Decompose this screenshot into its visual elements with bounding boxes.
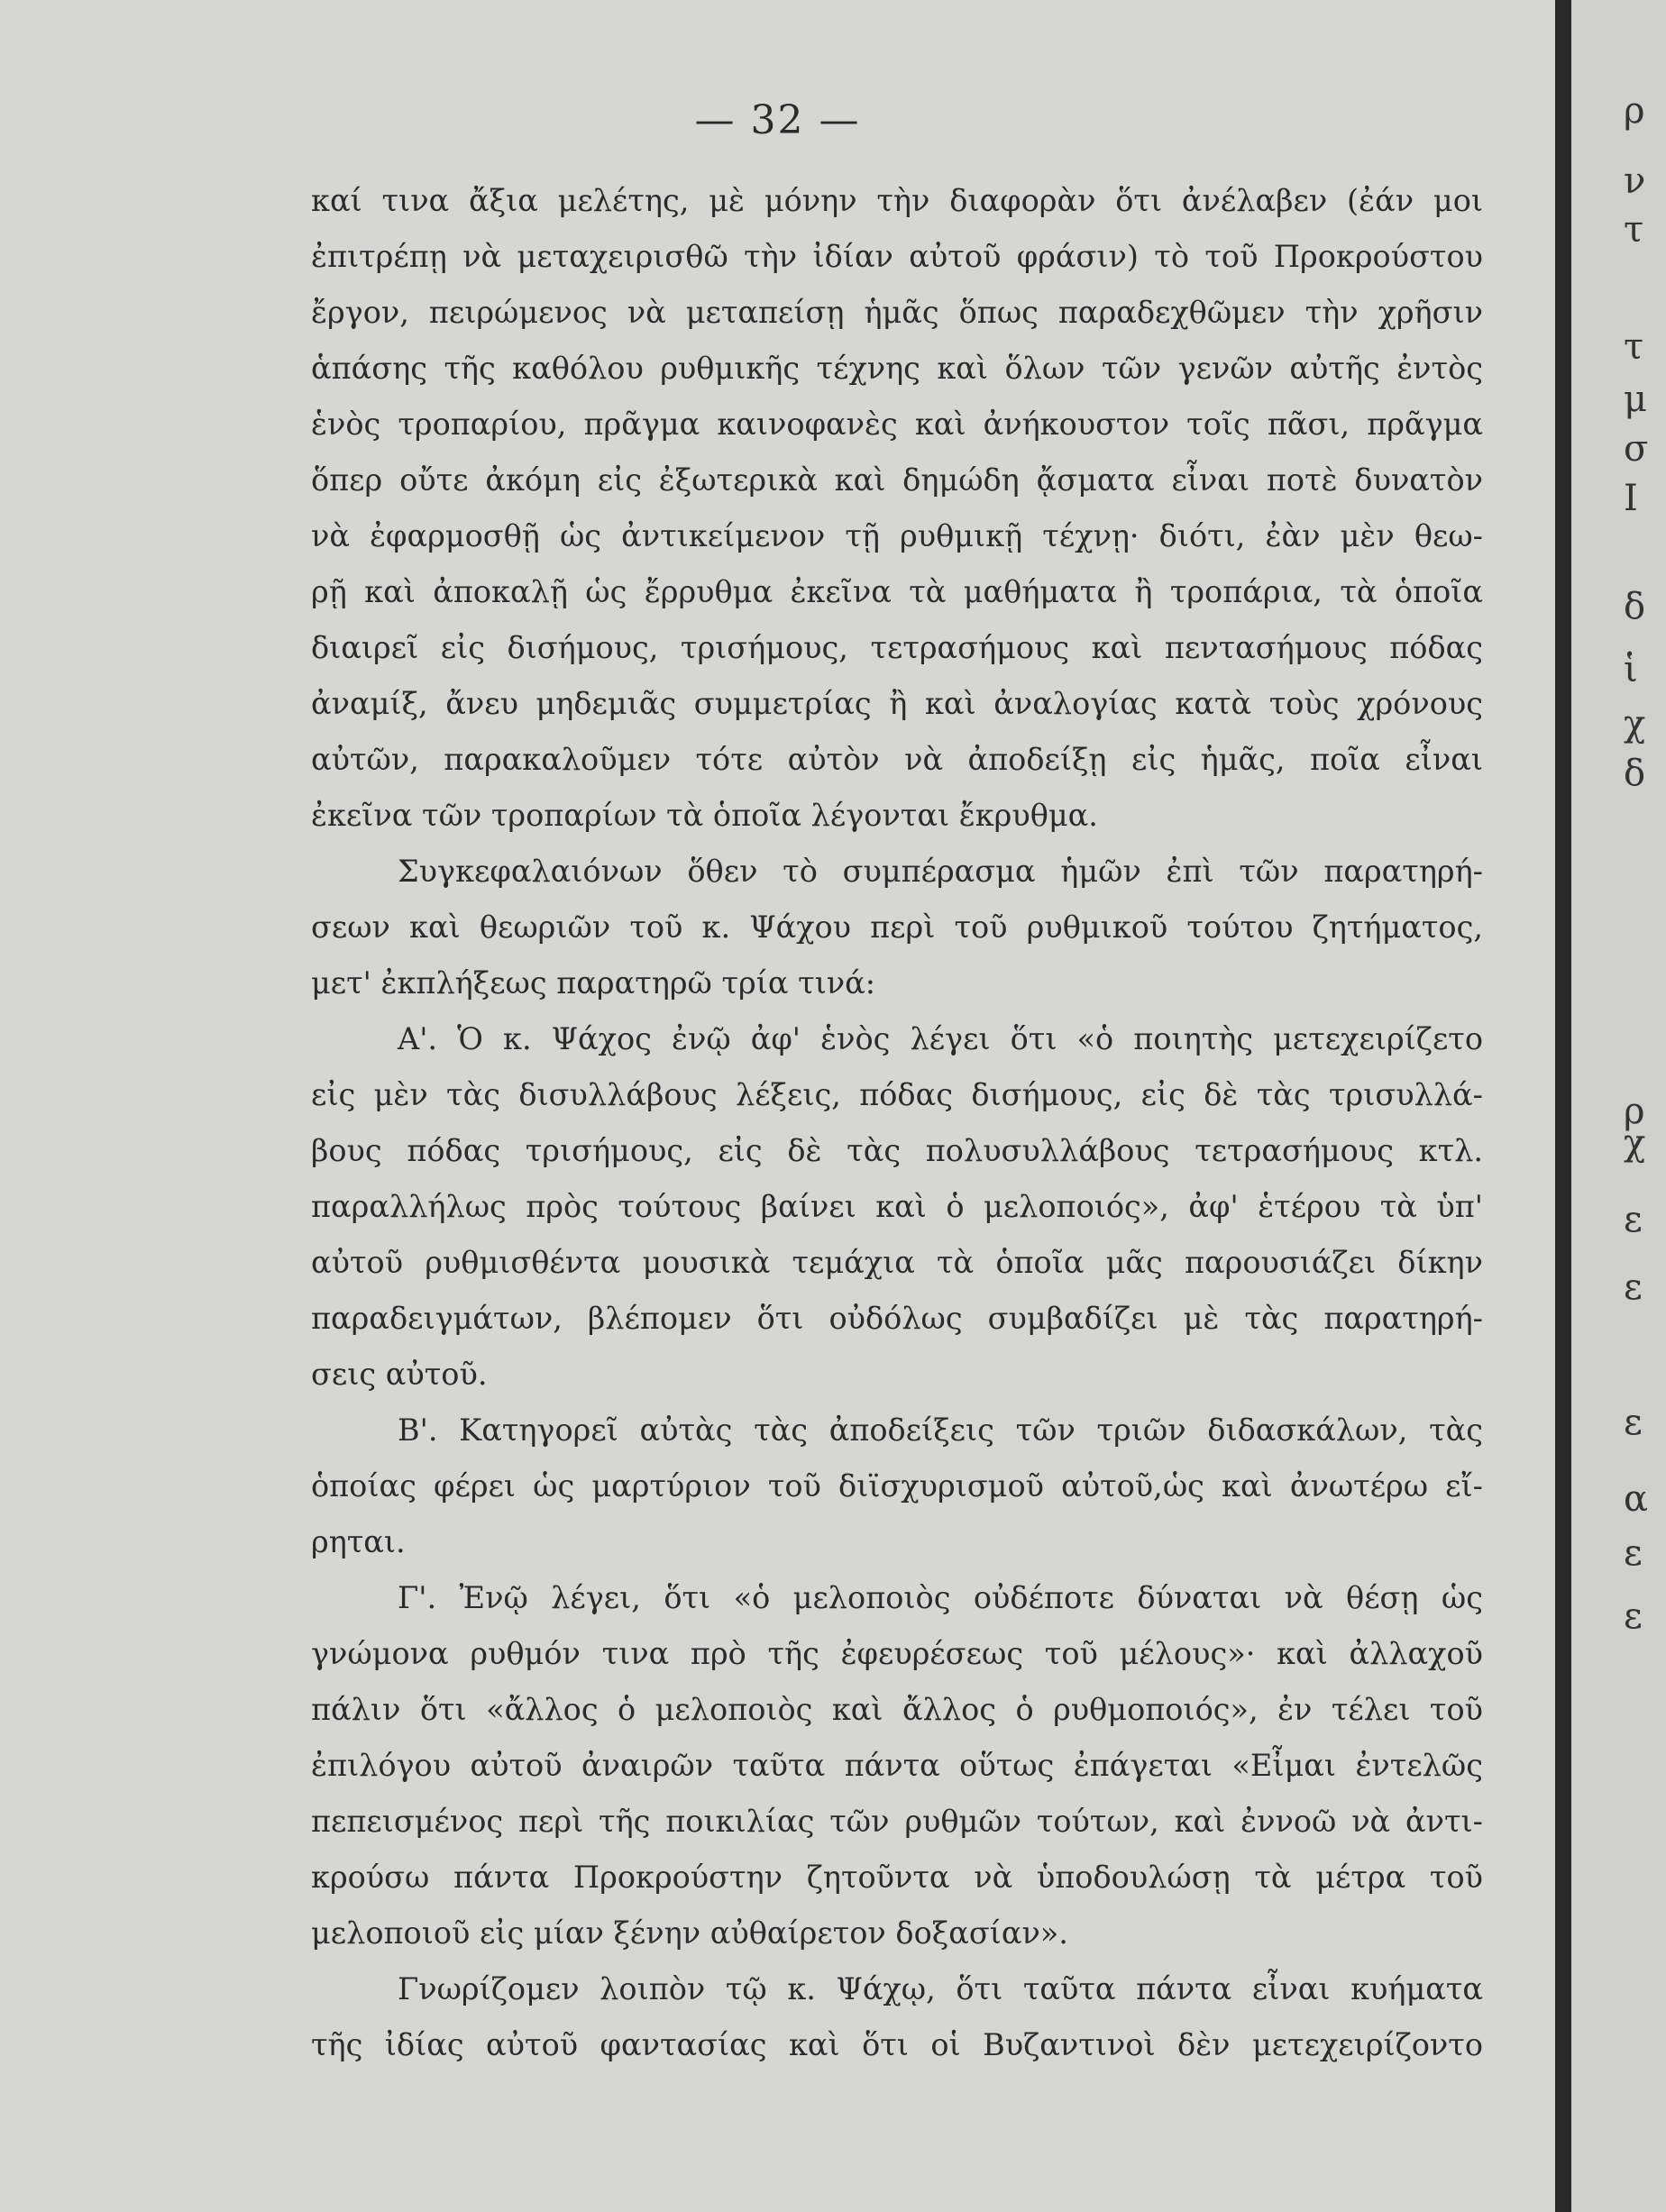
text-line: τῆς ἰδίας αὐτοῦ φαντασίας καὶ ὅτι οἱ Βυζαντινοὶ δὲν μετεχειρίζοντο <box>311 2027 1483 2062</box>
text-line: Γ'. Ἐνῷ λέγει, ὅτι «ὁ μελοποιὸς οὐδέποτε δύναται νὰ θέσῃ ὡς <box>398 1580 1483 1615</box>
adjacent-page-fragment: ἱ <box>1624 649 1638 690</box>
text-line: Γνωρίζομεν λοιπὸν τῷ κ. Ψάχῳ, ὅτι ταῦτα πάντα εἶναι κυήματα <box>398 1971 1483 2006</box>
adjacent-page-fragment: δ <box>1624 586 1646 627</box>
adjacent-page-fragment: ρ <box>1624 90 1645 132</box>
text-line: Β'. Κατηγορεῖ αὐτὰς τὰς ἀποδείξεις τῶν τριῶν διδασκάλων, τὰς <box>398 1412 1483 1448</box>
text-line: σεις αὐτοῦ. <box>311 1357 488 1392</box>
page-number: — 32 — <box>694 97 861 143</box>
text-line: ρηται. <box>311 1524 406 1559</box>
text-line: βους πόδας τρισήμους, εἰς δὲ τὰς πολυσυλλάβους τετρασήμους κτλ. <box>311 1133 1483 1168</box>
adjacent-page-fragment: ε <box>1624 1402 1643 1443</box>
text-line: κρούσω πάντα Προκρούστην ζητοῦντα νὰ ὑποδουλώσῃ τὰ μέτρα τοῦ <box>311 1860 1483 1895</box>
adjacent-page-fragment: χ <box>1624 1122 1646 1164</box>
text-line: Α'. Ὁ κ. Ψάχος ἐνῷ ἀφ' ἑνὸς λέγει ὅτι «ὁ ποιητὴς μετεχειρίζετο <box>398 1021 1483 1056</box>
body-text <box>311 173 1483 2073</box>
adjacent-page-fragment: ν <box>1624 160 1646 202</box>
text-line: ἀναμίξ, ἄνευ μηδεμιᾶς συμμετρίας ἢ καὶ ἀναλογίας κατὰ τοὺς χρόνους <box>311 686 1483 721</box>
text-line: πάλιν ὅτι «ἄλλος ὁ μελοποιὸς καὶ ἄλλος ὁ ρυθμοποιός», ἐν τέλει τοῦ <box>311 1692 1483 1727</box>
book-gutter <box>1555 0 1571 2212</box>
adjacent-page-fragment: σ <box>1624 428 1649 470</box>
text-line: καί τινα ἄξια μελέτης, μὲ μόνην τὴν διαφορὰν ὅτι ἀνέλαβεν (ἐάν μοι <box>311 183 1483 218</box>
text-line: ἁπάσης τῆς καθόλου ρυθμικῆς τέχνης καὶ ὅλων τῶν γενῶν αὐτῆς ἐντὸς <box>311 351 1483 386</box>
text-line: αὐτοῦ ρυθμισθέντα μουσικὰ τεμάχια τὰ ὁποῖα μᾶς παρουσιάζει δίκην <box>311 1245 1483 1280</box>
adjacent-page-fragment: ε <box>1624 1532 1643 1574</box>
text-line: εἰς μὲν τὰς δισυλλάβους λέξεις, πόδας δισήμους, εἰς δὲ τὰς τρισυλλά- <box>311 1077 1483 1112</box>
adjacent-page-fragment: Ι <box>1624 478 1638 519</box>
text-line: ὁποίας φέρει ὡς μαρτύριον τοῦ διϊσχυρισμοῦ αὐτοῦ,ὡς καὶ ἀνωτέρω εἴ- <box>311 1468 1483 1504</box>
text-line: παραδειγμάτων, βλέπομεν ὅτι οὐδόλως συμβαδίζει μὲ τὰς παρατηρή- <box>311 1301 1483 1336</box>
text-line: ἐπιτρέπῃ νὰ μεταχειρισθῶ τὴν ἰδίαν αὐτοῦ φράσιν) τὸ τοῦ Προκρούστου <box>311 239 1483 274</box>
text-line: διαιρεῖ εἰς δισήμους, τρισήμους, τετρασήμους καὶ πεντασήμους πόδας <box>311 630 1483 665</box>
adjacent-page-edge <box>1571 0 1666 2212</box>
adjacent-page-fragment: ε <box>1624 1595 1643 1637</box>
adjacent-page-fragment: τ <box>1624 209 1644 251</box>
text-line: μελοποιοῦ εἰς μίαν ξένην αὐθαίρετον δοξασίαν». <box>311 1915 1068 1951</box>
text-line: Συγκεφαλαιόνων ὅθεν τὸ συμπέρασμα ἡμῶν ἐπὶ τῶν παρατηρή- <box>398 854 1483 889</box>
text-line: σεων καὶ θεωριῶν τοῦ κ. Ψάχου περὶ τοῦ ρυθμικοῦ τούτου ζητήματος, <box>311 909 1483 945</box>
adjacent-page-fragment: ρ <box>1624 1091 1645 1132</box>
text-line: ἐπιλόγου αὐτοῦ ἀναιρῶν ταῦτα πάντα οὕτως ἐπάγεται «Εἶμαι ἐντελῶς <box>311 1748 1483 1783</box>
text-line: παραλλήλως πρὸς τούτους βαίνει καὶ ὁ μελοποιός», ἀφ' ἑτέρου τὰ ὑπ' <box>311 1189 1483 1224</box>
adjacent-page-fragment: χ <box>1624 703 1646 745</box>
text-line: νὰ ἐφαρμοσθῇ ὡς ἀντικείμενον τῇ ρυθμικῇ τέχνῃ· διότι, ἐὰν μὲν θεω- <box>311 518 1483 553</box>
text-line: ἑνὸς τροπαρίου, πρᾶγμα καινοφανὲς καὶ ἀνήκουστον τοῖς πᾶσι, πρᾶγμα <box>311 407 1483 442</box>
text-line: ἐκεῖνα τῶν τροπαρίων τὰ ὁποῖα λέγονται ἔκρυθμα. <box>311 798 1098 833</box>
text-line: ἔργον, πειρώμενος νὰ μεταπείσῃ ἡμᾶς ὅπως παραδεχθῶμεν τὴν χρῆσιν <box>311 295 1483 330</box>
adjacent-page-fragment: δ <box>1624 753 1646 794</box>
text-line: ρῇ καὶ ἀποκαλῇ ὡς ἔρρυθμα ἐκεῖνα τὰ μαθήματα ἢ τροπάρια, τὰ ὁποῖα <box>311 574 1483 609</box>
text-line: μετ' ἐκπλήξεως παρατηρῶ τρία τινά: <box>311 965 876 1001</box>
text-line: γνώμονα ρυθμόν τινα πρὸ τῆς ἐφευρέσεως τοῦ μέλους»· καὶ ἀλλαχοῦ <box>311 1636 1483 1671</box>
adjacent-page-fragment: ε <box>1624 1199 1643 1240</box>
text-line: ὅπερ οὔτε ἀκόμη εἰς ἐξωτερικὰ καὶ δημώδη ᾄσματα εἶναι ποτὲ δυνατὸν <box>311 462 1483 498</box>
adjacent-page-fragment: ε <box>1624 1266 1643 1308</box>
text-line: αὐτῶν, παρακαλοῦμεν τότε αὐτὸν νὰ ἀποδείξῃ εἰς ἡμᾶς, ποῖα εἶναι <box>311 742 1483 777</box>
adjacent-page-fragment: μ <box>1624 379 1647 420</box>
text-line: πεπεισμένος περὶ τῆς ποικιλίας τῶν ρυθμῶν τούτων, καὶ ἐννοῶ νὰ ἀντι- <box>311 1804 1483 1839</box>
adjacent-page-fragment: τ <box>1624 326 1644 368</box>
adjacent-page-fragment: α <box>1624 1478 1649 1520</box>
